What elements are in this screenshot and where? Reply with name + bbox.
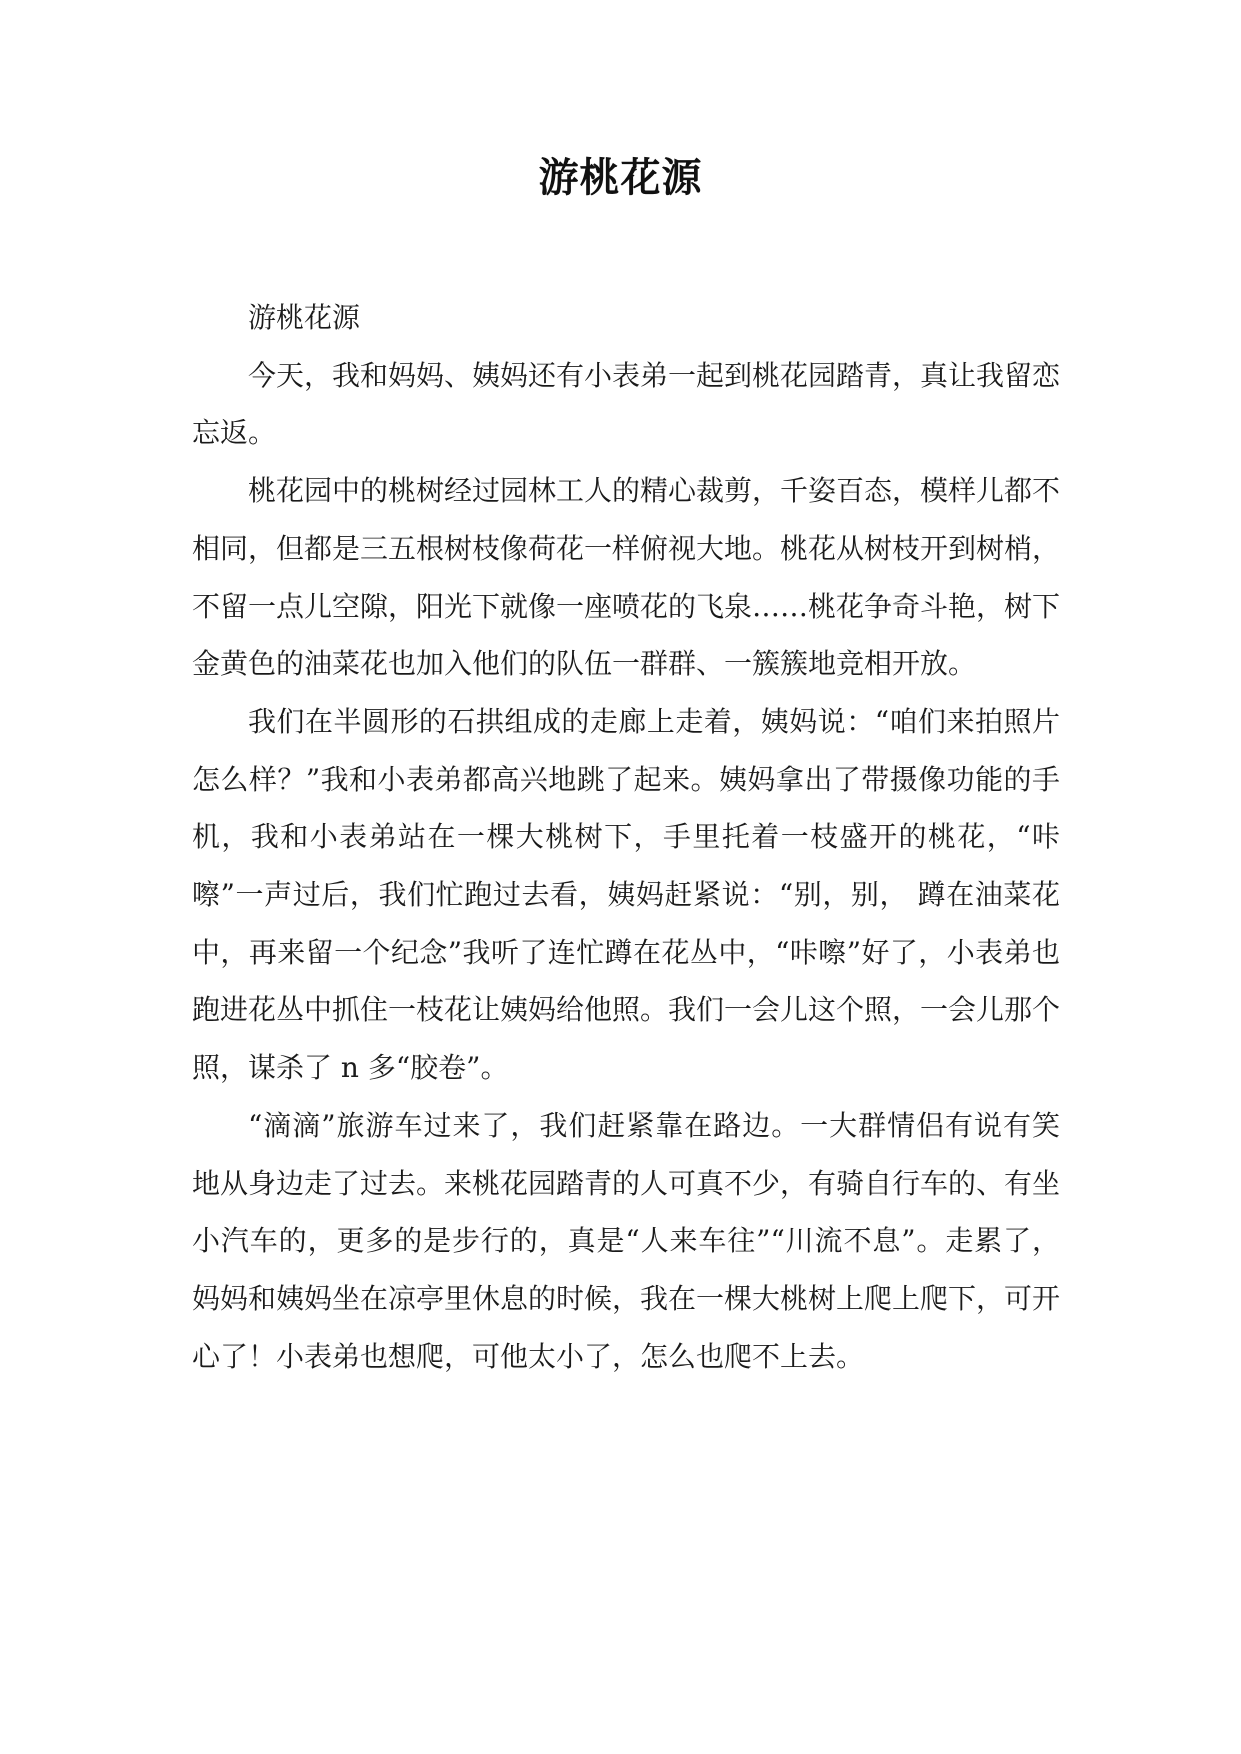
- paragraph: “滴滴”旅游车过来了，我们赶紧靠在路边。一大群情侣有说有笑地从身边走了过去。来桃花园踏青的人可真不少，有骑自行车的、有坐小汽车的，更多的是步行的，真是“人来车往”“川流不息”。走累了，妈妈和姨妈坐在凉亭里休息的时候，我在一棵大桃树上爬上爬下，可开心了！小表弟也想爬，可他太小了，怎么也爬不上去。: [192, 1108, 1061, 1373]
- document-body: [192, 289, 1060, 1385]
- paragraph: 我们在半圆形的石拱组成的走廊上走着，姨妈说：“咱们来拍照片怎么样？”我和小表弟都高兴地跳了起来。姨妈拿出了带摄像功能的手机，我和小表弟站在一棵大桃树下，手里托着一枝盛开的桃花，“咔嚓”一声过后，我们忙跑过去看，姨妈赶紧说：“别，别， 蹲在油菜花中，再来留一个纪念”我听了连忙蹲在花丛中，“咔嚓”好了，小表弟也跑进花丛中抓住一枝花让姨妈给他照。我们一会儿这个照，一会儿那个照，谋杀了 n 多“胶卷”。: [192, 704, 1061, 1085]
- paragraph: 今天，我和妈妈、姨妈还有小表弟一起到桃花园踏青，真让我留恋忘返。: [192, 358, 1061, 450]
- paragraph: 桃花园中的桃树经过园林工人的精心裁剪，千姿百态，模样儿都不相同，但都是三五根树枝像荷花一样俯视大地。桃花从树枝开到树梢，不留一点儿空隙，阳光下就像一座喷花的飞泉……桃花争奇斗艳，树下金黄色的油菜花也加入他们的队伍一群群、一簇簇地竞相开放。: [192, 474, 1061, 681]
- document-title: 游桃花源: [538, 154, 703, 201]
- paragraph-heading: 游桃花源: [248, 301, 361, 334]
